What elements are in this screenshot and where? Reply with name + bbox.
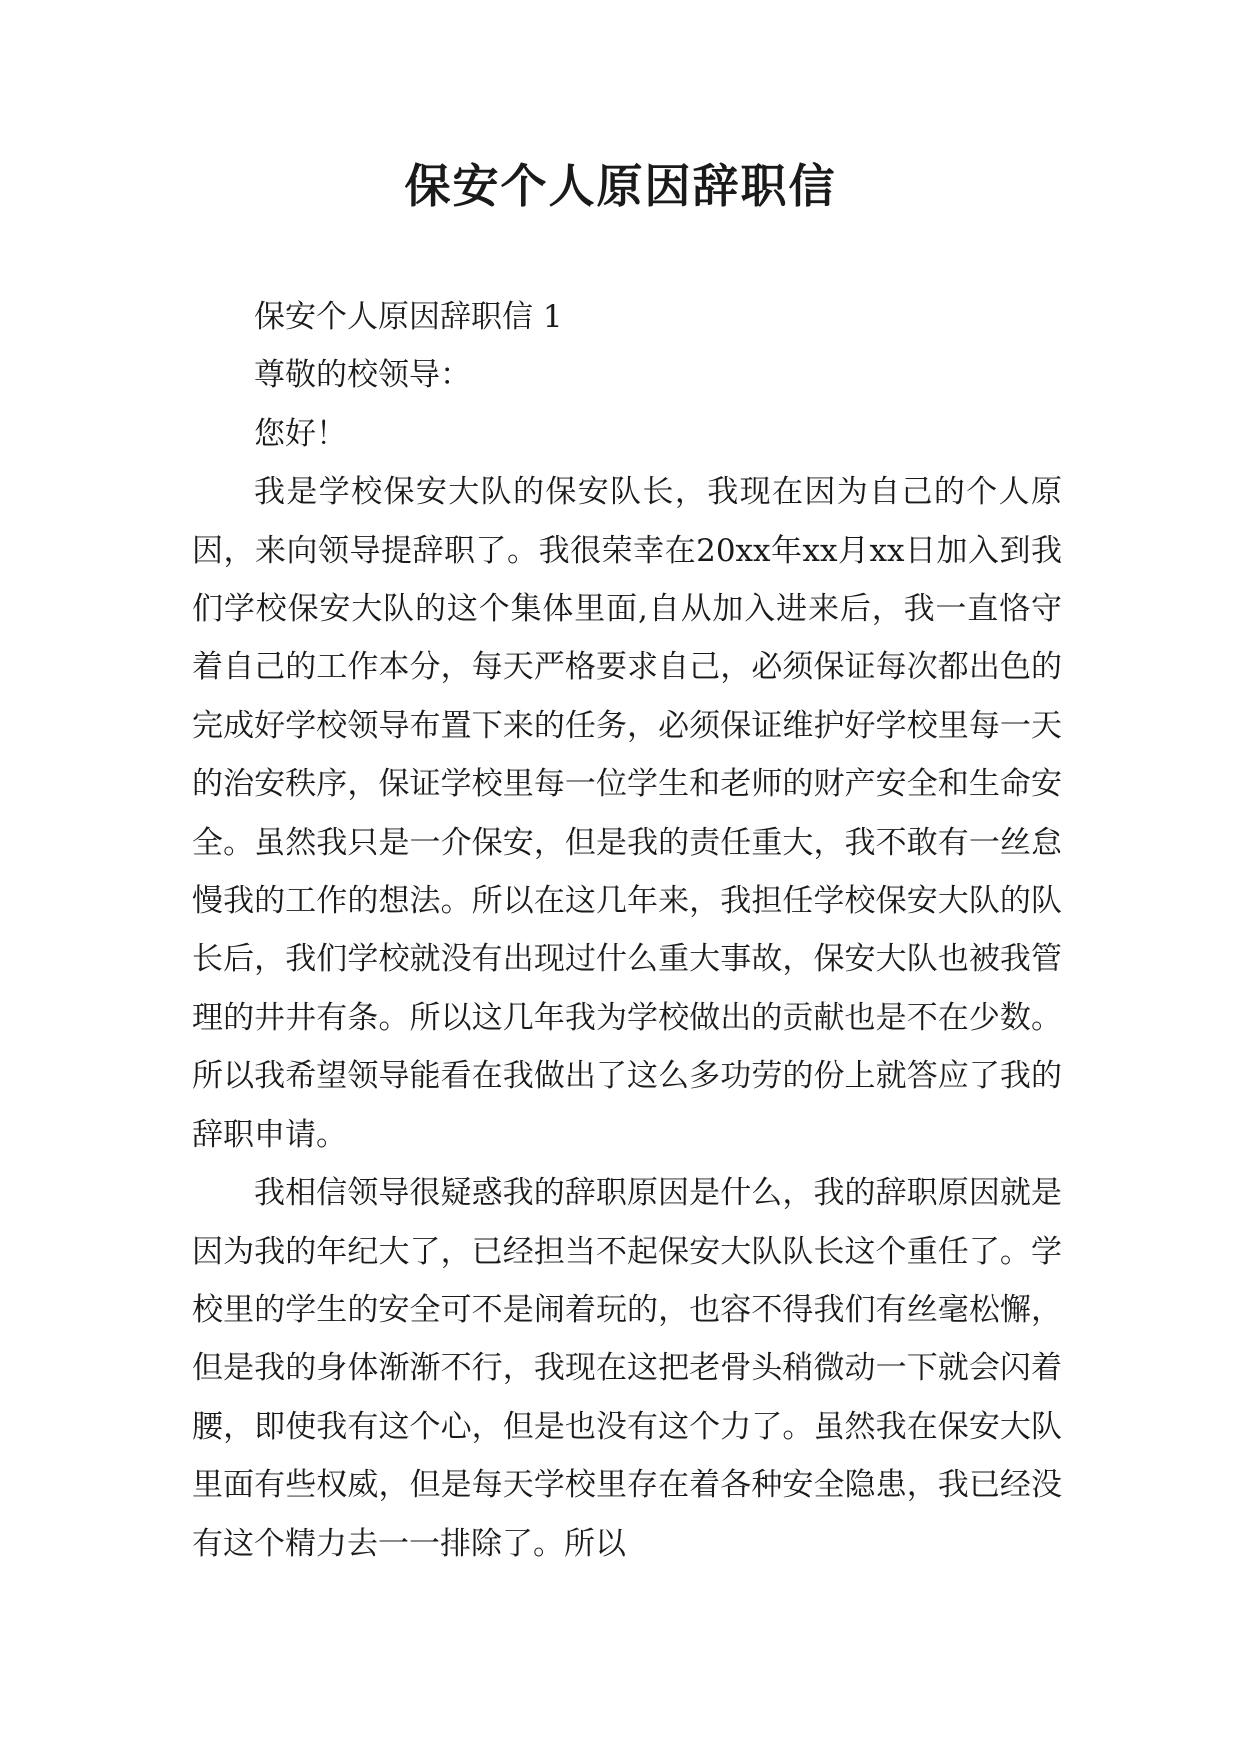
body-paragraph: 我是学校保安大队的保安队长，我现在因为自己的个人原因，来向领导提辞职了。我很荣幸在20xx年xx月xx日加入到我们学校保安大队的这个集体里面,自从加入进来后，我一直恪守着自己的工作本分，每天严格要求自己，必须保证每次都出色的完成好学校领导布置下来的任务，必须保证维护好学校里每一天的治安秩序，保证学校里每一位学生和老师的财产安全和生命安全。虽然我只是一介保安，但是我的责任重大，我不敢有一丝怠慢我的工作的想法。所以在这几年来，我担任学校保安大队的队长后，我们学校就没有出现过什么重大事故，保安大队也被我管理的井井有条。所以这几年我为学校做出的贡献也是不在少数。所以我希望领导能看在我做出了这么多功劳的份上就答应了我的辞职申请。 — [192, 474, 1062, 1153]
salutation: 尊敬的校领导： — [254, 357, 471, 394]
document-title: 保安个人原因辞职信 — [404, 159, 837, 213]
document-body — [192, 288, 1062, 1573]
body-paragraph: 我相信领导很疑惑我的辞职原因是什么，我的辞职原因就是因为我的年纪大了，已经担当不起保安大队队长这个重任了。学校里的学生的安全可不是闹着玩的，也容不得我们有丝毫松懈，但是我的身体渐渐不行，我现在这把老骨头稍微动一下就会闪着腰，即使我有这个心，但是也没有这个力了。虽然我在保安大队里面有些权威，但是每天学校里存在着各种安全隐患，我已经没有这个精力去一一排除了。所以 — [192, 1175, 1062, 1562]
section-heading: 保安个人原因辞职信 1 — [254, 299, 563, 335]
greeting: 您好！ — [254, 415, 347, 452]
